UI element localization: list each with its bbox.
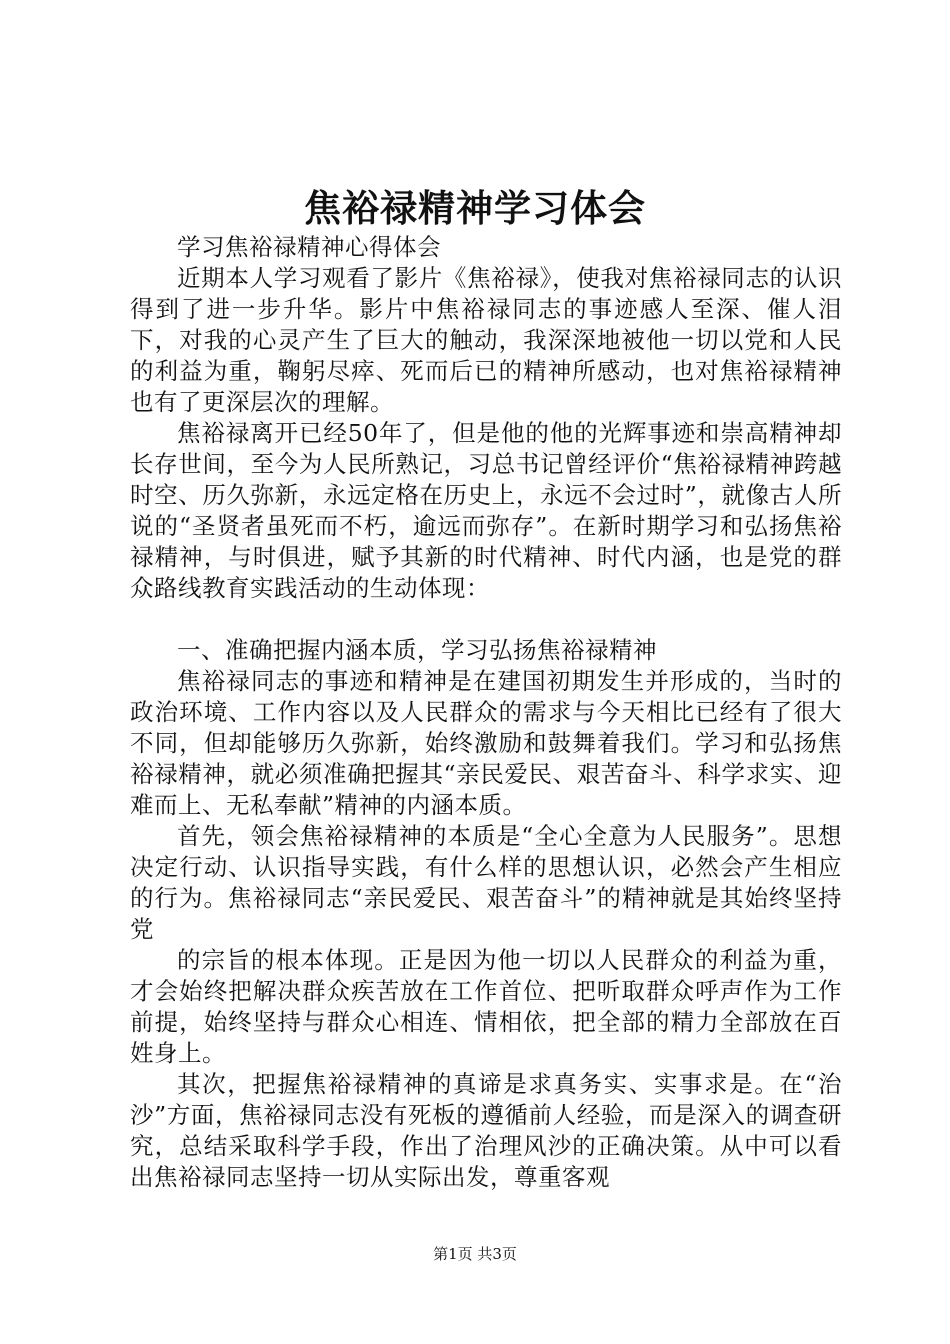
subtitle-paragraph: 学习焦裕禄精神心得体会 [177, 233, 441, 261]
body-paragraph: 焦裕禄同志的事迹和精神是在建国初期发生并形成的，当时的政治环境、工作内容以及人民群众的需求与今天相比已经有了很大不同，但却能够历久弥新，始终激励和鼓舞着我们。学习和弘扬焦裕禄精神，就必须准确把握其“亲民爱民、艰苦奋斗、科学求实、迎难而上、无私奉献”精神的内涵本质。 [130, 667, 842, 819]
page-footer: 第1页 共3页 [433, 1245, 517, 1263]
body-paragraph: 近期本人学习观看了影片《焦裕禄》，使我对焦裕禄同志的认识得到了进一步升华。影片中焦裕禄同志的事迹感人至深、催人泪下，对我的心灵产生了巨大的触动，我深深地被他一切以党和人民的利益为重，鞠躬尽瘁、死而后已的精神所感动，也对焦裕禄精神也有了更深层次的理解。 [130, 264, 842, 416]
body-paragraph: 首先，领会焦裕禄精神的本质是“全心全意为人民服务”。思想决定行动、认识指导实践，有什么样的思想认识，必然会产生相应的行为。焦裕禄同志“亲民爱民、艰苦奋斗”的精神就是其始终坚持党 [130, 822, 842, 943]
body-paragraph: 的宗旨的根本体现。正是因为他一切以人民群众的利益为重，才会始终把解决群众疾苦放在工作首位、把听取群众呼声作为工作前提，始终坚持与群众心相连、情相依，把全部的精力全部放在百姓身上。 [130, 946, 842, 1067]
body-paragraph: 焦裕禄离开已经50年了，但是他的他的光辉事迹和崇高精神却长存世间，至今为人民所熟记，习总书记曾经评价“焦裕禄精神跨越时空、历久弥新，永远定格在历史上，永远不会过时”，就像古人所说的“圣贤者虽死而不朽，逾远而弥存”。在新时期学习和弘扬焦裕禄精神，与时俱进，赋予其新的时代精神、时代内涵，也是党的群众路线教育实践活动的生动体现： [130, 419, 842, 602]
paragraph-spacer [130, 604, 842, 635]
section-heading: 一、准确把握内涵本质，学习弘扬焦裕禄精神 [177, 636, 657, 664]
document-title: 焦裕禄精神学习体会 [304, 186, 646, 230]
body-paragraph: 其次，把握焦裕禄精神的真谛是求真务实、实事求是。在“治沙”方面，焦裕禄同志没有死板的遵循前人经验，而是深入的调查研究，总结采取科学手段，作出了治理风沙的正确决策。从中可以看出焦裕禄同志坚持一切从实际出发，尊重客观 [130, 1070, 842, 1191]
document-body [130, 232, 842, 1193]
